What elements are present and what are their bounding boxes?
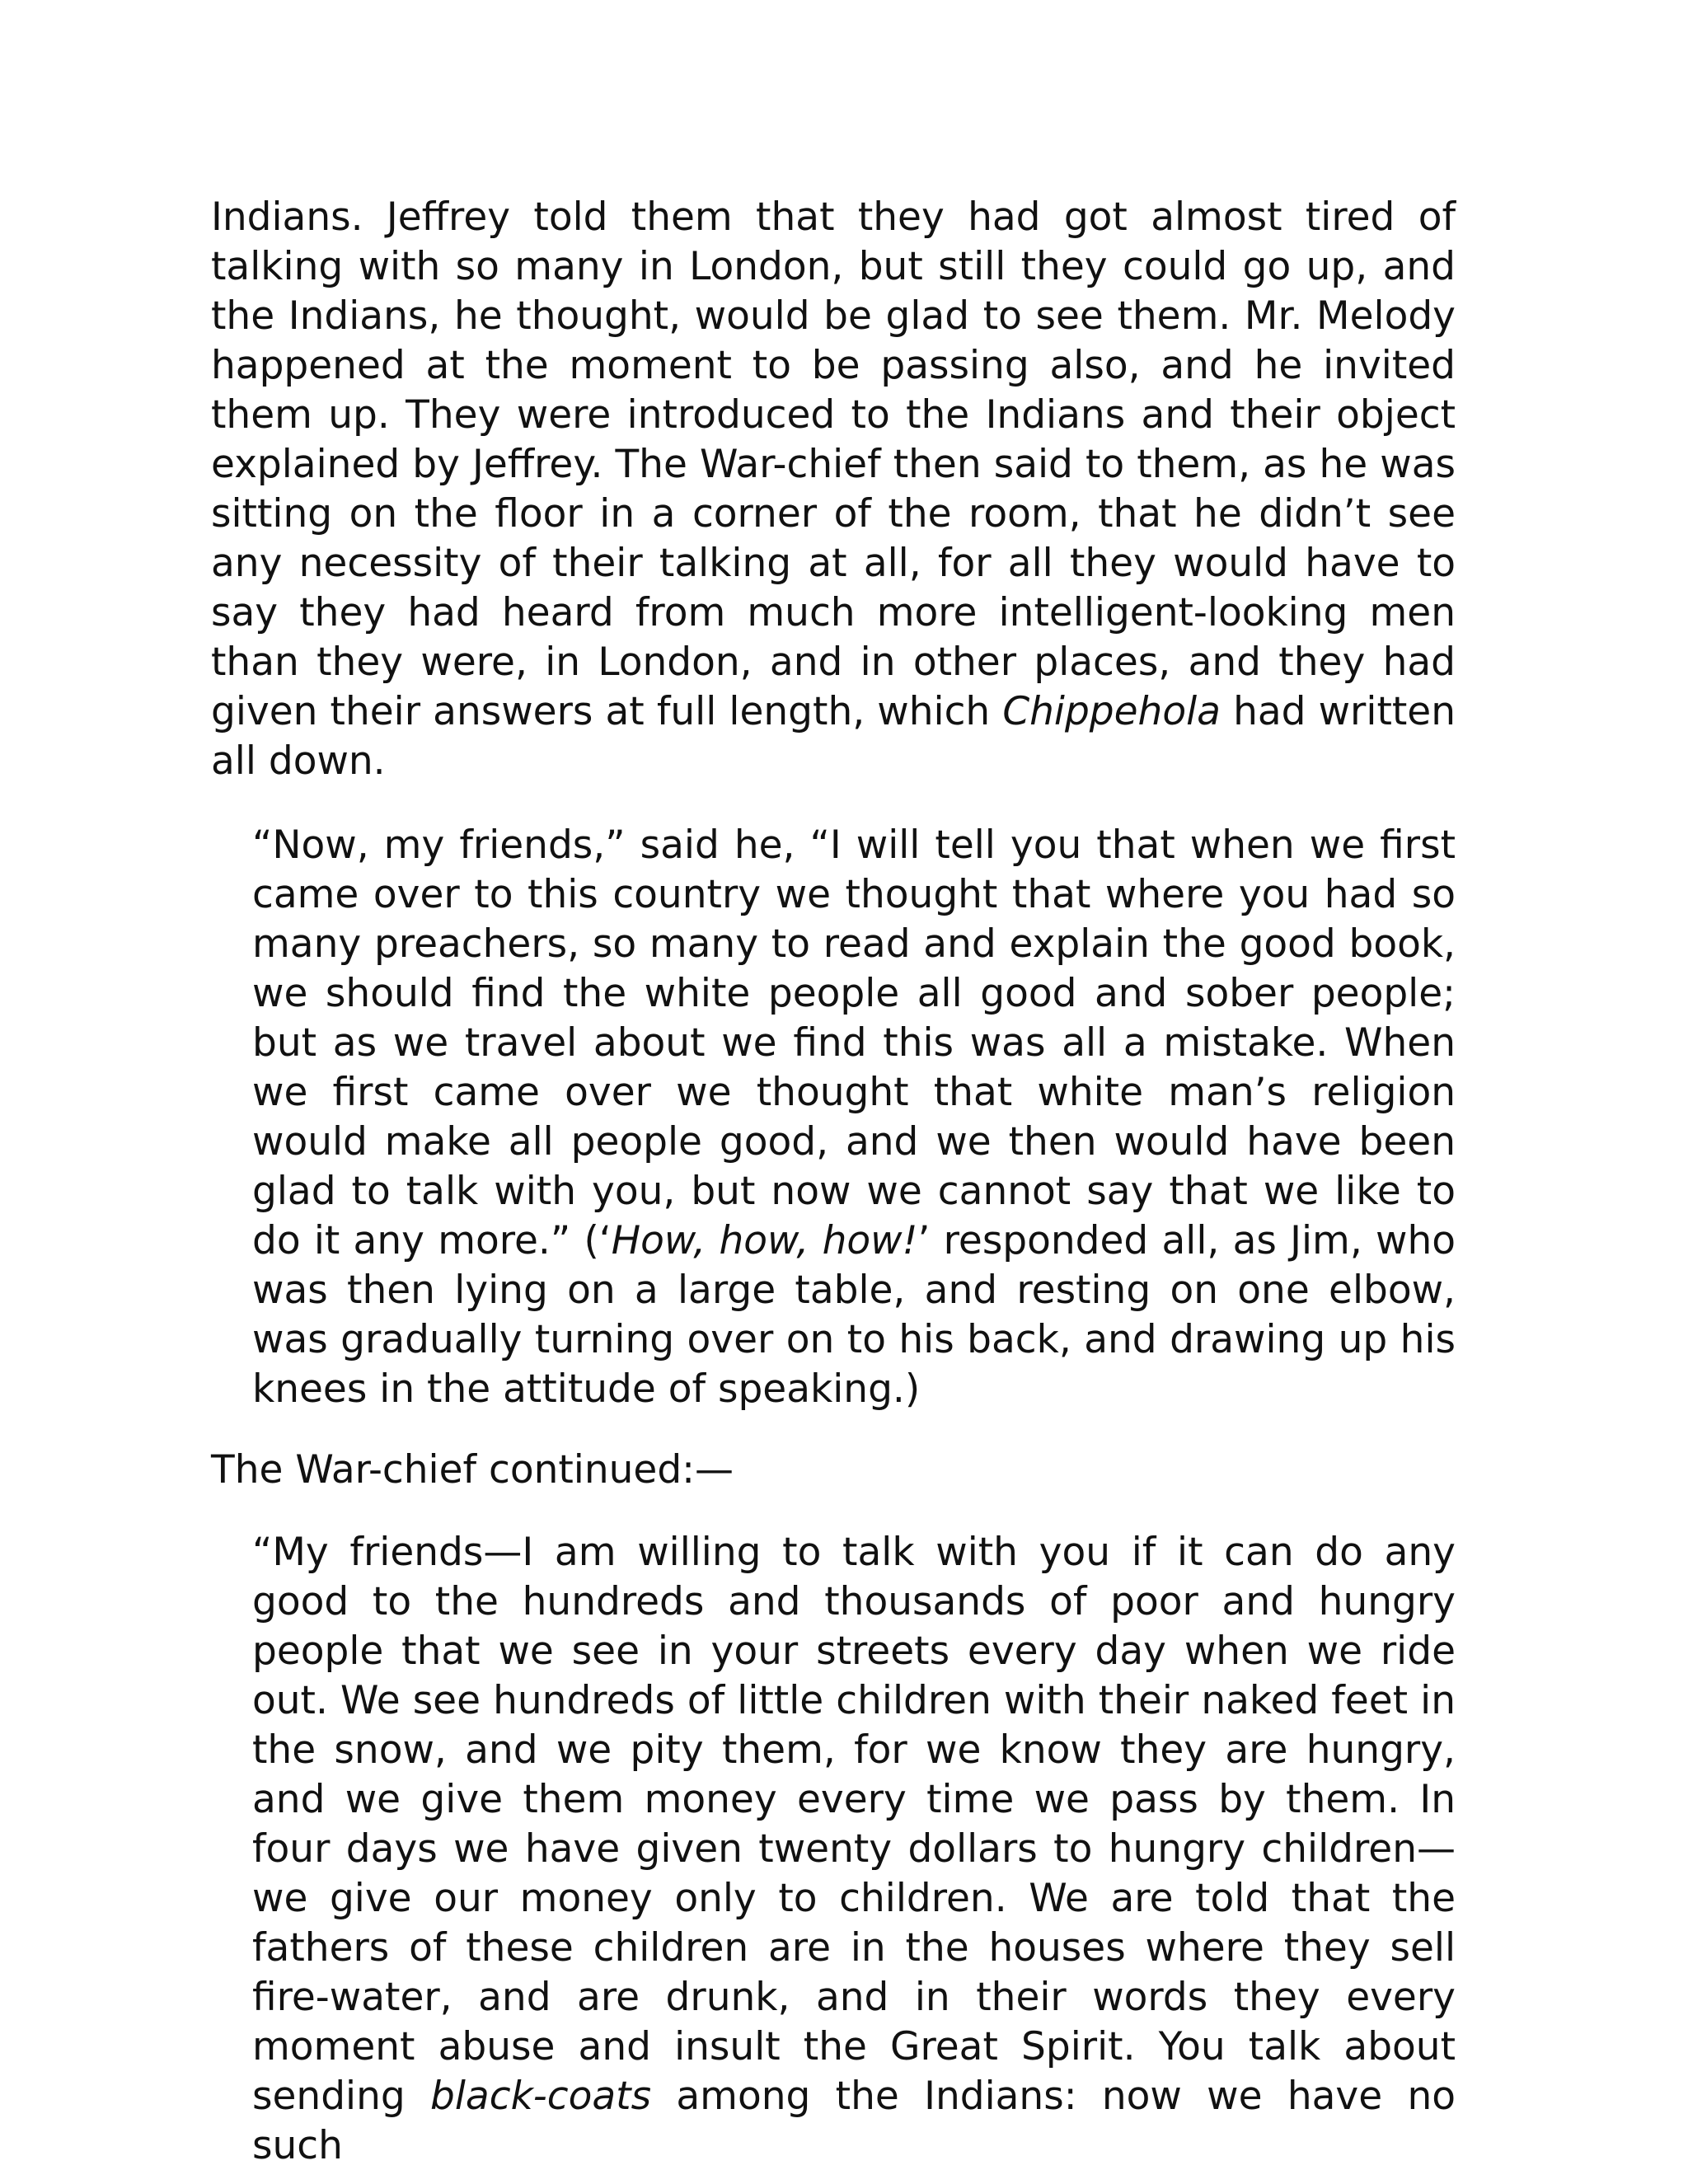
- paragraph-text: ’ responded all, as Jim, who was then lying on a large table, and resting on one elbow, was gradually turning over on to his back, and drawing up his knees in the attitude of speaking.): [252, 1218, 1456, 1412]
- paragraph-continuation: [211, 1446, 1456, 1495]
- italic-exclamation: How, how, how!: [611, 1218, 918, 1263]
- paragraph-quote-war-chief-2: [252, 1528, 1456, 2171]
- paragraph-narrative-intro: [211, 193, 1456, 786]
- paragraph-text: among the Indians: now we have no such: [252, 2074, 1456, 2168]
- paragraph-text: “Now, my friends,” said he, “I will tell you that when we first came over to this country we thought that where you had so many preachers, so many to read and explain the good book, we should find the white people all good and sober people; but as we travel about we find this was all a mistake. When we first came over we thought that white man’s religion would make all people good, and we then would have been glad to talk with you, but now we cannot say that we like to do it any more.” (‘: [252, 823, 1456, 1263]
- paragraph-quote-war-chief-1: [252, 821, 1456, 1414]
- paragraph-text: “My friends—I am willing to talk with you if it can do any good to the hundreds and thousands of poor and hungry people that we see in your streets every day when we ride out. We see hundreds of little children with their naked feet in the snow, and we pity them, for we know they are hungry, and we give them money every time we pass by them. In four days we have given twenty dollars to hungry children—we give our money only to children. We are told that the fathers of these children are in the houses where they sell fire-water, and are drunk, and in their words they every moment abuse and insult the Great Spirit. You talk about sending: [252, 1530, 1456, 2119]
- italic-name: Chippehola: [1002, 689, 1221, 734]
- paragraph-text: The War-chief continued:—: [211, 1447, 734, 1493]
- document-page: [211, 193, 1456, 2171]
- paragraph-text: had written all down.: [211, 689, 1456, 784]
- paragraph-text: Indians. Jeffrey told them that they had got almost tired of talking with so many in London, but still they could go up, and the Indians, he thought, would be glad to see them. Mr. Melody happened at the moment to be passing also, and he invited them up. They were introduced to the Indians and their object explained by Jeffrey. The War-chief then said to them, as he was sitting on the floor in a corner of the room, that he didn’t see any necessity of their talking at all, for all they would have to say they had heard from much more intelligent-looking men than they were, in London, and in other places, and they had given their answers at full length, which: [211, 194, 1456, 734]
- italic-term: black-coats: [430, 2074, 652, 2119]
